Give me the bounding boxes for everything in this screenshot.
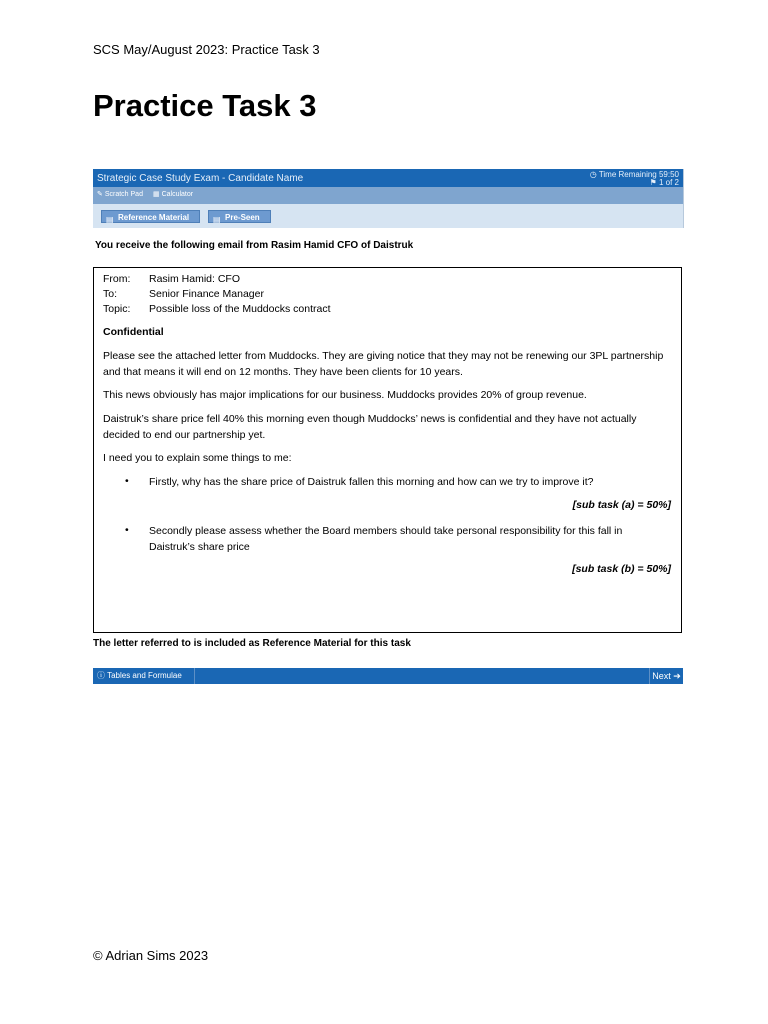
scratch-pad-button[interactable] — [97, 190, 143, 198]
calculator-button[interactable] — [153, 190, 193, 198]
calculator-label: Calculator — [161, 191, 194, 198]
book-icon: ▤ — [106, 215, 114, 224]
email-paragraph: Please see the attached letter from Muddocks. They are giving notice that they may not be renewing our 3PL partnership and that means it will end on 12 months. They have been clients for 10 years. — [103, 350, 664, 378]
topic-value: Possible loss of the Muddocks contract — [149, 303, 331, 315]
page-title: Practice Task 3 — [93, 88, 317, 123]
help-icon: ⓘ — [97, 671, 108, 680]
subtask-a-weight: [sub task (a) = 50%] — [572, 499, 671, 511]
time-remaining-text: Time Remaining 59:50 — [598, 170, 679, 179]
reference-material-label: Reference Material — [118, 213, 190, 222]
flag-icon: ⚑ — [649, 178, 659, 187]
next-label: Next — [652, 671, 671, 681]
tables-formulae-button[interactable] — [93, 668, 195, 684]
from-value: Rasim Hamid: CFO — [149, 273, 241, 285]
next-button[interactable] — [649, 668, 683, 684]
subtask-b-weight: [sub task (b) = 50%] — [572, 563, 671, 575]
bullet-item-a: Firstly, why has the share price of Daistruk fallen this morning and how can we try to improve it? — [149, 476, 594, 488]
preseen-button[interactable] — [208, 210, 271, 223]
bullet-icon: • — [125, 475, 129, 487]
topic-label: Topic: — [103, 303, 131, 315]
arrow-right-icon: ➔ — [670, 671, 681, 681]
page-indicator[interactable] — [650, 178, 679, 187]
exam-bottom-bar — [93, 668, 683, 684]
tables-formulae-label: Tables and Formulae — [107, 671, 182, 680]
exam-toolbar — [93, 187, 683, 204]
email-paragraph: Daistruk’s share price fell 40% this morning even though Muddocks’ news is confidential and they have not actually decided to end our partnership yet. — [103, 413, 637, 441]
to-value: Senior Finance Manager — [149, 288, 264, 300]
from-label: From: — [103, 273, 131, 285]
copyright-footer: © Adrian Sims 2023 — [93, 948, 209, 963]
calculator-icon: ▦ — [153, 191, 160, 198]
to-label: To: — [103, 288, 118, 300]
pencil-icon: ✎ — [97, 191, 103, 198]
bullet-item-b: Secondly please assess whether the Board members should take personal responsibility for this fall in Daistruk’s share price — [149, 525, 623, 553]
exam-banner — [93, 169, 684, 228]
email-paragraph: This news obviously has major implications for our business. Muddocks provides 20% of group revenue. — [103, 389, 587, 401]
document-header: SCS May/August 2023: Practice Task 3 — [93, 42, 320, 57]
confidential-heading: Confidential — [103, 326, 164, 338]
page-indicator-text: 1 of 2 — [658, 178, 679, 187]
letter-note: The letter referred to is included as Reference Material for this task — [93, 638, 411, 649]
email-intro: You receive the following email from Rasim Hamid CFO of Daistruk — [95, 240, 414, 251]
preseen-label: Pre-Seen — [225, 213, 260, 222]
reference-material-button[interactable] — [101, 210, 200, 223]
exam-window-title: Strategic Case Study Exam - Candidate Name — [97, 173, 304, 184]
email-box — [93, 267, 682, 633]
clock-icon: ◷ — [589, 170, 599, 179]
bullet-icon: • — [125, 524, 129, 536]
scratch-pad-label: Scratch Pad — [104, 191, 143, 198]
exam-title-bar — [93, 169, 683, 187]
email-paragraph: I need you to explain some things to me: — [103, 452, 292, 464]
book-icon: ▤ — [213, 215, 221, 224]
